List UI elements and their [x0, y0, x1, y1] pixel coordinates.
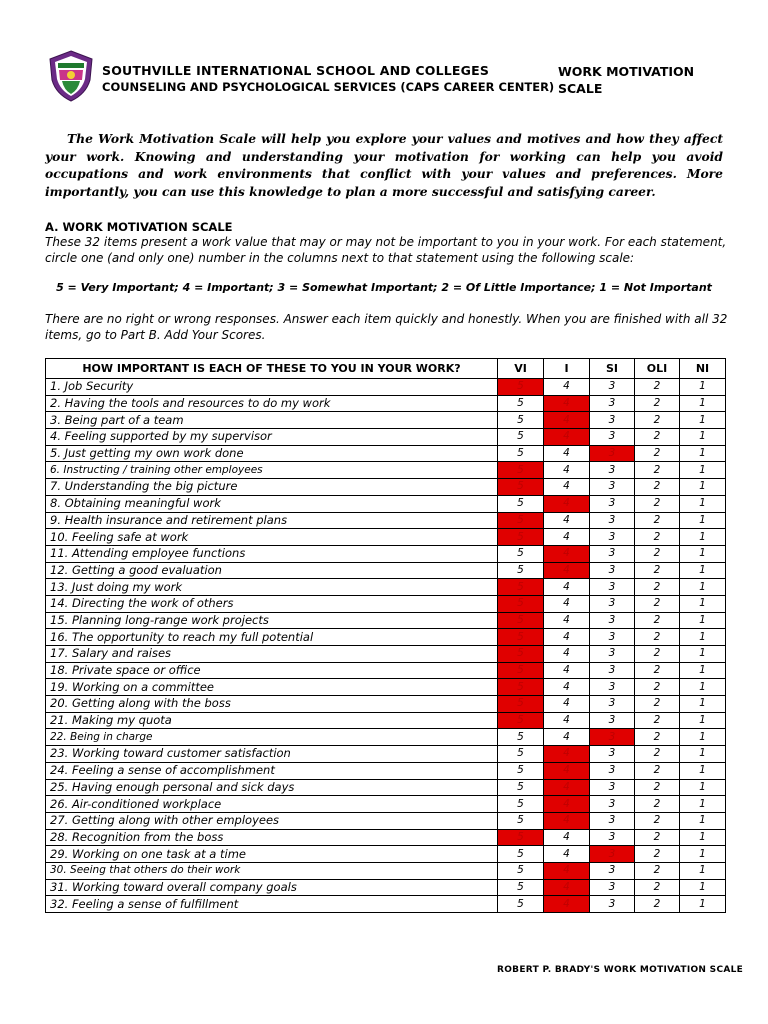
rating-oli-cell[interactable]: 2: [635, 462, 680, 479]
rating-oli-cell[interactable]: 2: [635, 629, 680, 646]
item-label: 32. Feeling a sense of fulfillment: [46, 896, 498, 913]
rating-si-cell[interactable]: 3: [590, 579, 635, 596]
rating-i-cell[interactable]: 4: [544, 412, 590, 429]
rating-vi-cell[interactable]: 5: [498, 896, 544, 913]
rating-ni-cell[interactable]: 1: [680, 862, 726, 879]
table-row: [46, 529, 726, 546]
rating-si-cell[interactable]: 3: [590, 662, 635, 679]
rating-ni-cell[interactable]: 1: [680, 812, 726, 829]
table-row: [46, 796, 726, 813]
scale-legend: 5 = Very Important; 4 = Important; 3 = Somewhat Important; 2 = Of Little Importance; 1 = Not Important: [56, 281, 712, 294]
rating-si-cell[interactable]: 3: [590, 779, 635, 796]
rating-ni-cell[interactable]: 1: [680, 729, 726, 746]
rating-vi-cell[interactable]: 5: [498, 862, 544, 879]
rating-vi-cell[interactable]: 5: [498, 729, 544, 746]
rating-si-cell[interactable]: 3: [590, 445, 635, 462]
rating-si-cell[interactable]: 3: [590, 862, 635, 879]
rating-oli-cell[interactable]: 2: [635, 495, 680, 512]
column-header: VI: [498, 359, 544, 379]
rating-oli-cell[interactable]: 2: [635, 896, 680, 913]
question-header: HOW IMPORTANT IS EACH OF THESE TO YOU IN YOUR WORK?: [46, 359, 498, 379]
rating-i-cell[interactable]: 4: [544, 879, 590, 896]
rating-oli-cell[interactable]: 2: [635, 545, 680, 562]
item-label: 4. Feeling supported by my supervisor: [46, 429, 498, 446]
rating-ni-cell[interactable]: 1: [680, 762, 726, 779]
rating-vi-cell[interactable]: 5: [498, 812, 544, 829]
item-label: 10. Feeling safe at work: [46, 529, 498, 546]
rating-i-cell[interactable]: 4: [544, 595, 590, 612]
item-label: 24. Feeling a sense of accomplishment: [46, 762, 498, 779]
rating-vi-cell[interactable]: 5: [498, 746, 544, 763]
rating-oli-cell[interactable]: 2: [635, 379, 680, 396]
rating-si-cell[interactable]: 3: [590, 395, 635, 412]
rating-si-cell[interactable]: 3: [590, 479, 635, 496]
table-row: [46, 712, 726, 729]
item-label: 5. Just getting my own work done: [46, 445, 498, 462]
rating-i-cell[interactable]: 4: [544, 479, 590, 496]
rating-oli-cell[interactable]: 2: [635, 679, 680, 696]
item-label: 14. Directing the work of others: [46, 595, 498, 612]
rating-si-cell[interactable]: 3: [590, 796, 635, 813]
rating-vi-cell[interactable]: 5: [498, 662, 544, 679]
item-label: 29. Working on one task at a time: [46, 846, 498, 863]
table-row: [46, 512, 726, 529]
table-row: [46, 762, 726, 779]
item-label: 25. Having enough personal and sick days: [46, 779, 498, 796]
item-label: 9. Health insurance and retirement plans: [46, 512, 498, 529]
rating-i-cell[interactable]: 4: [544, 395, 590, 412]
rating-oli-cell[interactable]: 2: [635, 796, 680, 813]
rating-i-cell[interactable]: 4: [544, 545, 590, 562]
rating-vi-cell[interactable]: 5: [498, 479, 544, 496]
rating-i-cell[interactable]: 4: [544, 679, 590, 696]
rating-oli-cell[interactable]: 2: [635, 595, 680, 612]
rating-si-cell[interactable]: 3: [590, 896, 635, 913]
rating-i-cell[interactable]: 4: [544, 696, 590, 713]
table-row: [46, 379, 726, 396]
item-label: 23. Working toward customer satisfaction: [46, 746, 498, 763]
section-a-heading: A. WORK MOTIVATION SCALE: [45, 220, 233, 234]
rating-vi-cell[interactable]: 5: [498, 796, 544, 813]
rating-si-cell[interactable]: 3: [590, 495, 635, 512]
rating-oli-cell[interactable]: 2: [635, 879, 680, 896]
table-row: [46, 595, 726, 612]
rating-vi-cell[interactable]: 5: [498, 529, 544, 546]
rating-i-cell[interactable]: 4: [544, 562, 590, 579]
rating-ni-cell[interactable]: 1: [680, 562, 726, 579]
rating-i-cell[interactable]: 4: [544, 612, 590, 629]
rating-vi-cell[interactable]: 5: [498, 512, 544, 529]
rating-si-cell[interactable]: 3: [590, 746, 635, 763]
rating-vi-cell[interactable]: 5: [498, 829, 544, 846]
rating-i-cell[interactable]: 4: [544, 662, 590, 679]
rating-si-cell[interactable]: 3: [590, 729, 635, 746]
item-label: 8. Obtaining meaningful work: [46, 495, 498, 512]
rating-si-cell[interactable]: 3: [590, 379, 635, 396]
rating-si-cell[interactable]: 3: [590, 562, 635, 579]
table-row: [46, 562, 726, 579]
rating-vi-cell[interactable]: 5: [498, 445, 544, 462]
rating-si-cell[interactable]: 3: [590, 629, 635, 646]
item-label: 27. Getting along with other employees: [46, 812, 498, 829]
rating-si-cell[interactable]: 3: [590, 512, 635, 529]
rating-i-cell[interactable]: 4: [544, 529, 590, 546]
item-label: 30. Seeing that others do their work: [46, 862, 498, 879]
rating-oli-cell[interactable]: 2: [635, 429, 680, 446]
item-label: 17. Salary and raises: [46, 646, 498, 663]
rating-oli-cell[interactable]: 2: [635, 512, 680, 529]
rating-vi-cell[interactable]: 5: [498, 395, 544, 412]
rating-ni-cell[interactable]: 1: [680, 746, 726, 763]
rating-oli-cell[interactable]: 2: [635, 612, 680, 629]
rating-ni-cell[interactable]: 1: [680, 779, 726, 796]
section-a-instructions: These 32 items present a work value that may or may not be important to you in your work. For each statement, circle one (and only one) number in the columns next to that statement using the following scale:: [45, 235, 727, 265]
rating-ni-cell[interactable]: 1: [680, 612, 726, 629]
rating-vi-cell[interactable]: 5: [498, 762, 544, 779]
rating-vi-cell[interactable]: 5: [498, 679, 544, 696]
rating-i-cell[interactable]: 4: [544, 846, 590, 863]
item-label: 3. Being part of a team: [46, 412, 498, 429]
column-header: I: [544, 359, 590, 379]
column-header: SI: [590, 359, 635, 379]
rating-i-cell[interactable]: 4: [544, 579, 590, 596]
rating-si-cell[interactable]: 3: [590, 462, 635, 479]
item-label: 28. Recognition from the boss: [46, 829, 498, 846]
rating-i-cell[interactable]: 4: [544, 762, 590, 779]
rating-i-cell[interactable]: 4: [544, 829, 590, 846]
rating-vi-cell[interactable]: 5: [498, 846, 544, 863]
rating-i-cell[interactable]: 4: [544, 812, 590, 829]
section-a-instructions-2: There are no right or wrong responses. Answer each item quickly and honestly. When you are finished with all 32 items, go to Part B. Add Your Scores.: [45, 312, 728, 342]
rating-vi-cell[interactable]: 5: [498, 462, 544, 479]
rating-oli-cell[interactable]: 2: [635, 846, 680, 863]
table-row: [46, 545, 726, 562]
rating-ni-cell[interactable]: 1: [680, 696, 726, 713]
rating-i-cell[interactable]: 4: [544, 462, 590, 479]
table-row: [46, 696, 726, 713]
rating-ni-cell[interactable]: 1: [680, 679, 726, 696]
table-header-row: [46, 359, 726, 379]
rating-ni-cell[interactable]: 1: [680, 646, 726, 663]
rating-vi-cell[interactable]: 5: [498, 629, 544, 646]
item-label: 1. Job Security: [46, 379, 498, 396]
item-label: 16. The opportunity to reach my full potential: [46, 629, 498, 646]
rating-ni-cell[interactable]: 1: [680, 629, 726, 646]
rating-oli-cell[interactable]: 2: [635, 829, 680, 846]
rating-vi-cell[interactable]: 5: [498, 562, 544, 579]
rating-oli-cell[interactable]: 2: [635, 762, 680, 779]
rating-oli-cell[interactable]: 2: [635, 746, 680, 763]
rating-oli-cell[interactable]: 2: [635, 579, 680, 596]
rating-ni-cell[interactable]: 1: [680, 379, 726, 396]
rating-si-cell[interactable]: 3: [590, 696, 635, 713]
table-row: [46, 612, 726, 629]
table-row: [46, 429, 726, 446]
rating-ni-cell[interactable]: 1: [680, 796, 726, 813]
item-label: 7. Understanding the big picture: [46, 479, 498, 496]
item-label: 13. Just doing my work: [46, 579, 498, 596]
rating-si-cell[interactable]: 3: [590, 712, 635, 729]
rating-si-cell[interactable]: 3: [590, 846, 635, 863]
table-row: [46, 462, 726, 479]
rating-vi-cell[interactable]: 5: [498, 712, 544, 729]
rating-vi-cell[interactable]: 5: [498, 495, 544, 512]
rating-ni-cell[interactable]: 1: [680, 512, 726, 529]
document-title: WORK MOTIVATION SCALE: [558, 64, 695, 96]
rating-ni-cell[interactable]: 1: [680, 846, 726, 863]
rating-ni-cell[interactable]: 1: [680, 595, 726, 612]
motivation-table: [45, 358, 726, 913]
rating-ni-cell[interactable]: 1: [680, 495, 726, 512]
table-row: [46, 846, 726, 863]
rating-oli-cell[interactable]: 2: [635, 395, 680, 412]
rating-si-cell[interactable]: 3: [590, 679, 635, 696]
rating-si-cell[interactable]: 3: [590, 429, 635, 446]
rating-vi-cell[interactable]: 5: [498, 412, 544, 429]
rating-i-cell[interactable]: 4: [544, 629, 590, 646]
column-header: NI: [680, 359, 726, 379]
rating-ni-cell[interactable]: 1: [680, 479, 726, 496]
rating-vi-cell[interactable]: 5: [498, 379, 544, 396]
rating-si-cell[interactable]: 3: [590, 545, 635, 562]
table-row: [46, 862, 726, 879]
rating-vi-cell[interactable]: 5: [498, 579, 544, 596]
rating-vi-cell[interactable]: 5: [498, 545, 544, 562]
rating-i-cell[interactable]: 4: [544, 445, 590, 462]
rating-si-cell[interactable]: 3: [590, 612, 635, 629]
table-row: [46, 779, 726, 796]
rating-ni-cell[interactable]: 1: [680, 462, 726, 479]
item-label: 22. Being in charge: [46, 729, 498, 746]
rating-ni-cell[interactable]: 1: [680, 412, 726, 429]
footer-credit: ROBERT P. BRADY'S WORK MOTIVATION SCALE: [497, 965, 744, 975]
table-row: [46, 812, 726, 829]
rating-i-cell[interactable]: 4: [544, 429, 590, 446]
table-row: [46, 829, 726, 846]
rating-vi-cell[interactable]: 5: [498, 429, 544, 446]
rating-i-cell[interactable]: 4: [544, 746, 590, 763]
rating-i-cell[interactable]: 4: [544, 512, 590, 529]
table-row: [46, 729, 726, 746]
item-label: 2. Having the tools and resources to do my work: [46, 395, 498, 412]
rating-i-cell[interactable]: 4: [544, 495, 590, 512]
rating-vi-cell[interactable]: 5: [498, 612, 544, 629]
item-label: 20. Getting along with the boss: [46, 696, 498, 713]
item-label: 11. Attending employee functions: [46, 545, 498, 562]
rating-ni-cell[interactable]: 1: [680, 529, 726, 546]
rating-si-cell[interactable]: 3: [590, 595, 635, 612]
table-row: [46, 395, 726, 412]
item-label: 15. Planning long-range work projects: [46, 612, 498, 629]
table-row: [46, 746, 726, 763]
table-row: [46, 679, 726, 696]
rating-ni-cell[interactable]: 1: [680, 545, 726, 562]
table-row: [46, 646, 726, 663]
department-name: COUNSELING AND PSYCHOLOGICAL SERVICES (CAPS CAREER CENTER): [102, 80, 555, 94]
item-label: 31. Working toward overall company goals: [46, 879, 498, 896]
table-row: [46, 479, 726, 496]
rating-i-cell[interactable]: 4: [544, 862, 590, 879]
rating-ni-cell[interactable]: 1: [680, 712, 726, 729]
school-logo: [48, 50, 94, 102]
table-row: [46, 579, 726, 596]
rating-oli-cell[interactable]: 2: [635, 646, 680, 663]
item-label: 21. Making my quota: [46, 712, 498, 729]
table-row: [46, 629, 726, 646]
rating-si-cell[interactable]: 3: [590, 646, 635, 663]
rating-oli-cell[interactable]: 2: [635, 412, 680, 429]
rating-oli-cell[interactable]: 2: [635, 862, 680, 879]
table-row: [46, 896, 726, 913]
table-row: [46, 495, 726, 512]
rating-oli-cell[interactable]: 2: [635, 812, 680, 829]
rating-ni-cell[interactable]: 1: [680, 395, 726, 412]
rating-ni-cell[interactable]: 1: [680, 896, 726, 913]
rating-si-cell[interactable]: 3: [590, 529, 635, 546]
column-header: OLI: [635, 359, 680, 379]
rating-oli-cell[interactable]: 2: [635, 729, 680, 746]
rating-i-cell[interactable]: 4: [544, 796, 590, 813]
rating-si-cell[interactable]: 3: [590, 412, 635, 429]
item-label: 12. Getting a good evaluation: [46, 562, 498, 579]
rating-ni-cell[interactable]: 1: [680, 879, 726, 896]
rating-oli-cell[interactable]: 2: [635, 712, 680, 729]
rating-vi-cell[interactable]: 5: [498, 779, 544, 796]
rating-si-cell[interactable]: 3: [590, 879, 635, 896]
rating-ni-cell[interactable]: 1: [680, 579, 726, 596]
school-name: SOUTHVILLE INTERNATIONAL SCHOOL AND COLLEGES: [102, 63, 490, 78]
rating-si-cell[interactable]: 3: [590, 829, 635, 846]
rating-ni-cell[interactable]: 1: [680, 429, 726, 446]
rating-oli-cell[interactable]: 2: [635, 779, 680, 796]
rating-i-cell[interactable]: 4: [544, 779, 590, 796]
item-label: 6. Instructing / training other employees: [46, 462, 498, 479]
rating-oli-cell[interactable]: 2: [635, 562, 680, 579]
rating-vi-cell[interactable]: 5: [498, 595, 544, 612]
table-row: [46, 662, 726, 679]
rating-ni-cell[interactable]: 1: [680, 445, 726, 462]
intro-paragraph: The Work Motivation Scale will help you explore your values and motives and how they affect your work. Knowing and understanding your motivation for working can help you avoid occupations and work environments that conflict with your values and preferences. More importantly, you can use this knowledge to plan a more successful and satisfying career.: [45, 131, 723, 199]
rating-oli-cell[interactable]: 2: [635, 529, 680, 546]
rating-oli-cell[interactable]: 2: [635, 445, 680, 462]
rating-vi-cell[interactable]: 5: [498, 879, 544, 896]
rating-i-cell[interactable]: 4: [544, 712, 590, 729]
item-label: 19. Working on a committee: [46, 679, 498, 696]
item-label: 18. Private space or office: [46, 662, 498, 679]
rating-oli-cell[interactable]: 2: [635, 696, 680, 713]
rating-si-cell[interactable]: 3: [590, 812, 635, 829]
rating-i-cell[interactable]: 4: [544, 896, 590, 913]
rating-si-cell[interactable]: 3: [590, 762, 635, 779]
table-row: [46, 879, 726, 896]
rating-i-cell[interactable]: 4: [544, 729, 590, 746]
rating-ni-cell[interactable]: 1: [680, 662, 726, 679]
table-row: [46, 445, 726, 462]
rating-oli-cell[interactable]: 2: [635, 662, 680, 679]
rating-oli-cell[interactable]: 2: [635, 479, 680, 496]
rating-vi-cell[interactable]: 5: [498, 696, 544, 713]
rating-i-cell[interactable]: 4: [544, 379, 590, 396]
item-label: 26. Air-conditioned workplace: [46, 796, 498, 813]
table-row: [46, 412, 726, 429]
rating-vi-cell[interactable]: 5: [498, 646, 544, 663]
rating-i-cell[interactable]: 4: [544, 646, 590, 663]
rating-ni-cell[interactable]: 1: [680, 829, 726, 846]
